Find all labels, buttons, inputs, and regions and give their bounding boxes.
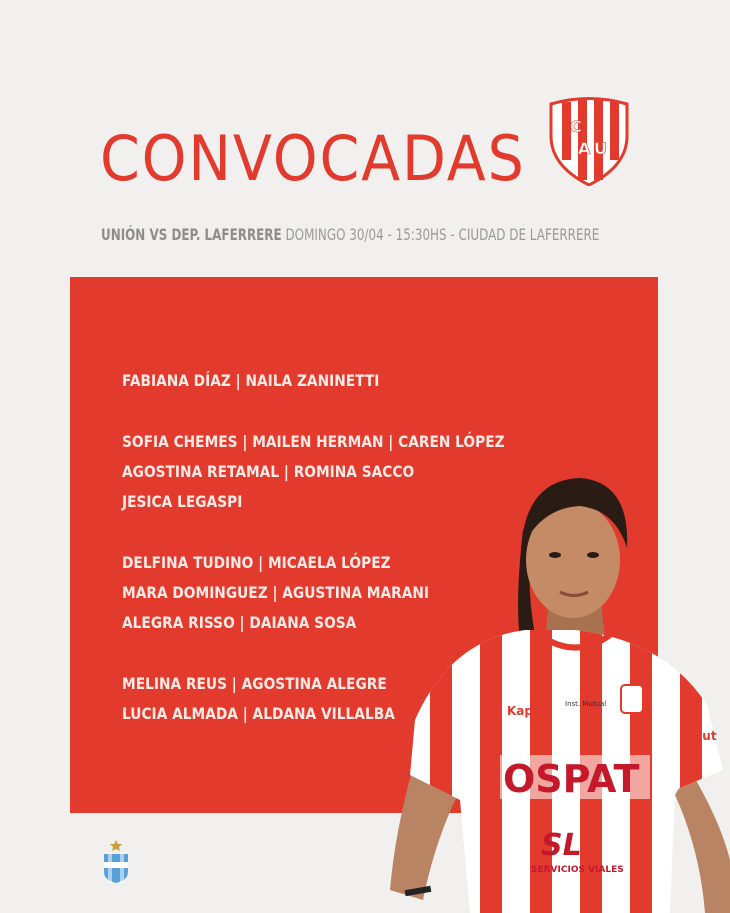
svg-text:C: C (570, 117, 582, 136)
roster-line: LUCIA ALMADA | ALDANA VILLALBA (122, 704, 395, 723)
roster-line: SOFIA CHEMES | MAILEN HERMAN | CAREN LÓPEZ (122, 432, 505, 451)
svg-text:SERVICIOS VIALES: SERVICIOS VIALES (531, 865, 624, 875)
match-details: DOMINGO 30/04 - 15:30HS - CIUDAD DE LAFERRERE (281, 225, 600, 244)
roster-group (122, 366, 505, 396)
roster-line: FABIANA DÍAZ | NAILA ZANINETTI (122, 371, 380, 390)
svg-text:OSPAT: OSPAT (503, 757, 640, 801)
club-crest-logo (548, 96, 630, 186)
roster-line: MARA DOMINGUEZ | AGUSTINA MARANI (122, 583, 429, 602)
roster-line: ALEGRA RISSO | DAIANA SOSA (122, 613, 357, 632)
player-photo (375, 470, 730, 913)
svg-text:SL: SL (541, 828, 582, 863)
roster-line: AGOSTINA RETAMAL | ROMINA SACCO (122, 462, 415, 481)
svg-text:Aut: Aut (693, 729, 717, 743)
svg-text:Inst. Mutual: Inst. Mutual (565, 700, 607, 708)
roster-line: JESICA LEGASPI (122, 492, 243, 511)
roster-line: MELINA REUS | AGOSTINA ALEGRE (122, 674, 387, 693)
svg-text:A: A (578, 139, 591, 158)
match-info (101, 225, 600, 244)
roster-line: DELFINA TUDINO | MICAELA LÓPEZ (122, 553, 391, 572)
svg-text:U: U (594, 139, 607, 158)
page-title: CONVOCADAS (100, 122, 526, 195)
svg-text:Kappa: Kappa (507, 704, 550, 718)
afa-badge-logo (101, 838, 131, 884)
match-teams: UNIÓN VS DEP. LAFERRERE (101, 225, 282, 244)
